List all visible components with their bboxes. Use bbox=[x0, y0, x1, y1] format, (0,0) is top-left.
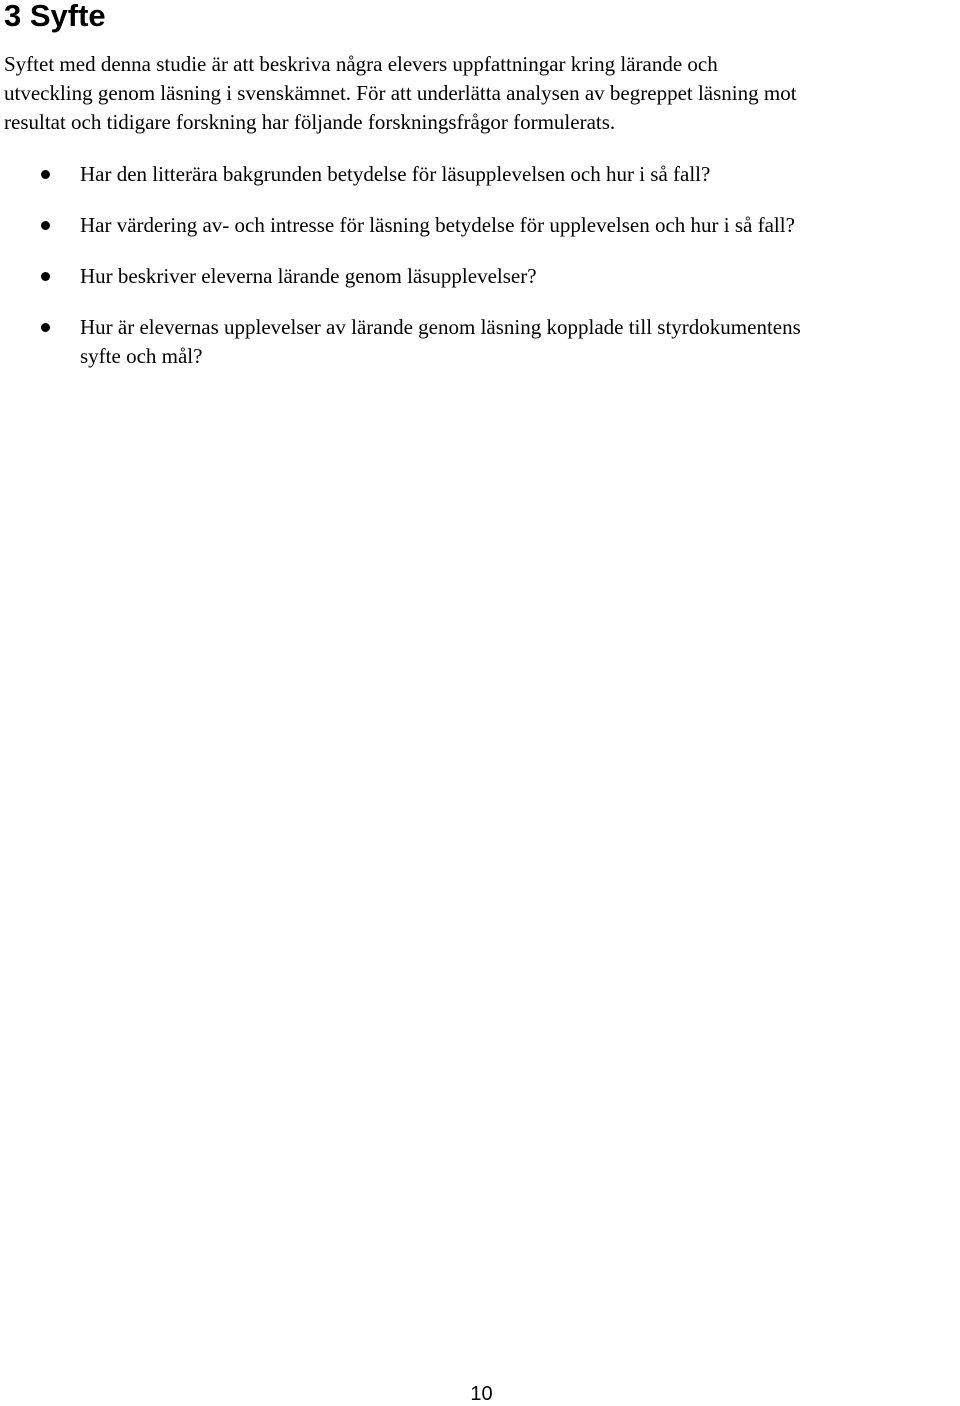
intro-line: resultat och tidigare forskning har följande forskningsfrågor formulerats. bbox=[4, 110, 616, 134]
question-text: Hur är elevernas upplevelser av lärande genom läsning kopplade till styrdokumentens bbox=[80, 315, 801, 339]
page-number: 10 bbox=[470, 1383, 493, 1405]
question-text: Har värdering av- och intresse för läsning betydelse för upplevelsen och hur i så fall? bbox=[80, 213, 795, 237]
bullet-icon bbox=[41, 221, 50, 230]
intro-line: utveckling genom läsning i svenskämnet. För att underlätta analysen av begreppet läsning mot bbox=[4, 81, 797, 105]
question-text: Har den litterära bakgrunden betydelse för läsupplevelsen och hur i så fall? bbox=[80, 162, 711, 186]
question-text-continued: syfte och mål? bbox=[80, 344, 203, 368]
bullet-icon bbox=[41, 272, 50, 281]
intro-line: Syftet med denna studie är att beskriva några elevers uppfattningar kring lärande och bbox=[4, 52, 718, 76]
question-text: Hur beskriver eleverna lärande genom läsupplevelser? bbox=[80, 264, 537, 288]
section-heading: 3 Syfte bbox=[4, 0, 106, 33]
bullet-icon bbox=[41, 170, 50, 179]
research-question-4 bbox=[0, 313, 950, 371]
bullet-icon bbox=[41, 323, 50, 332]
research-question-1 bbox=[0, 160, 950, 189]
research-question-2 bbox=[0, 211, 950, 240]
research-questions-list bbox=[0, 160, 960, 393]
research-question-3 bbox=[0, 262, 950, 291]
intro-paragraph bbox=[4, 50, 958, 137]
